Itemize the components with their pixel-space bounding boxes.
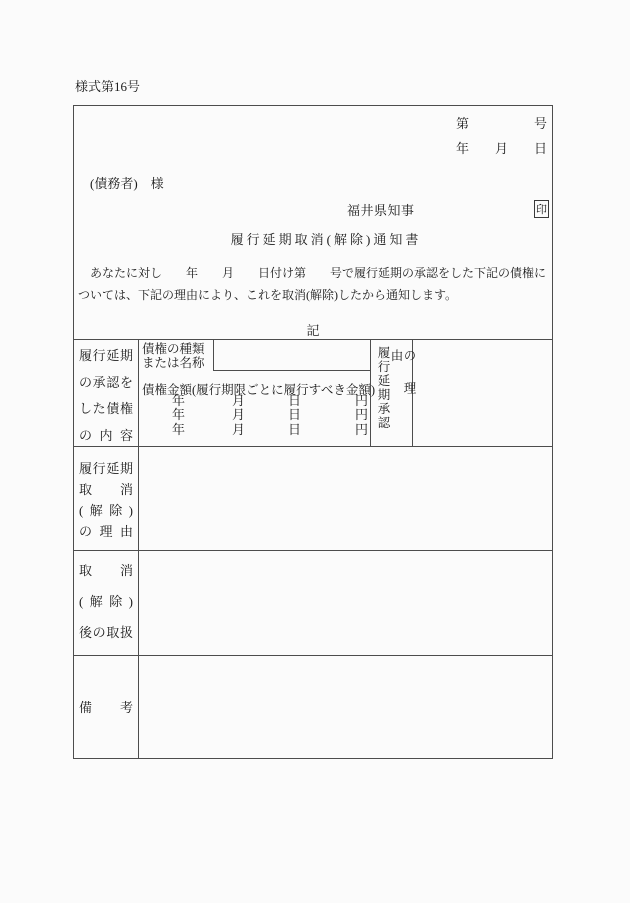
body-paragraph-line1: あなたに対し 年 月 日付け第 号で履行延期の承認をした下記の債権に (78, 266, 547, 280)
issuer-label: 福井県知事 (347, 203, 415, 218)
payment-schedule-line (139, 408, 370, 421)
post-cancel-handling-field (139, 551, 552, 655)
notice-form-box (73, 105, 553, 759)
table-row-remarks (74, 655, 552, 758)
yen-label: 円 (355, 407, 369, 422)
document-number-block (456, 111, 547, 161)
year-label: 年 (172, 407, 186, 422)
cancel-reason-cell (139, 447, 552, 550)
day-label: 日 (288, 393, 302, 408)
seal-box (534, 200, 549, 218)
document-date-line: 年 月 日 (455, 141, 547, 156)
post-cancel-handling-cell (139, 551, 552, 655)
table-row-cancel-reason (74, 446, 552, 550)
year-label: 年 (172, 393, 186, 408)
approval-reason-header-col2: の理由 (389, 349, 416, 414)
seal-label: 印 (536, 204, 547, 216)
claim-type-label-line1: 債権の種類 (142, 342, 205, 356)
claim-name-field (213, 340, 370, 371)
row-header-line: 取消 (79, 482, 133, 497)
cancel-reason-field (139, 447, 552, 550)
table-row-approved-claim (74, 340, 552, 446)
ki-heading: 記 (306, 323, 320, 338)
yen-label: 円 (355, 422, 369, 437)
payment-schedule-line (139, 394, 370, 407)
claim-type-label-line2: または名称 (142, 356, 205, 370)
details-table (74, 339, 552, 758)
row-header-line: した債権 (79, 401, 133, 417)
row-header-post-cancel-handling (74, 551, 139, 655)
row-header-line: (解除) (79, 503, 133, 518)
body-paragraph-line2: ついては、下記の理由により、これを取消(解除)したから通知します。 (78, 288, 458, 302)
row-header-line: 履行延期 (79, 461, 133, 476)
approval-reason-vertical-header (370, 340, 416, 446)
row-header-line: (解除) (79, 594, 133, 609)
addressee-label: (債務者) 様 (90, 176, 164, 191)
day-label: 日 (288, 407, 302, 422)
month-label: 月 (232, 422, 246, 437)
table-row-post-cancel-handling (74, 550, 552, 655)
month-label: 月 (232, 393, 246, 408)
year-label: 年 (172, 422, 186, 437)
claim-amount-label: 債権金額(履行期限ごとに履行すべき金額) (142, 383, 376, 397)
claim-type-label (139, 340, 213, 371)
row-header-cancel-reason (74, 447, 139, 550)
yen-label: 円 (355, 393, 369, 408)
approved-claim-cell (139, 340, 552, 446)
row-header-approved-claim (74, 340, 139, 446)
body-paragraph (78, 262, 549, 306)
row-header-remarks (74, 656, 139, 758)
row-header-line: 備考 (79, 699, 133, 715)
remarks-cell (139, 656, 552, 758)
row-header-line: の承認を (79, 374, 133, 390)
row-header-line: 履行延期 (79, 348, 133, 363)
row-header-line: の内容 (79, 427, 133, 443)
approval-reason-header-col1: 履行延期承認 (376, 346, 390, 430)
document-number-line: 第 号 (455, 116, 547, 131)
remarks-field (139, 656, 552, 758)
document-title: 履行延期取消(解除)通知書 (230, 232, 422, 247)
row-header-line: の理由 (79, 524, 133, 539)
month-label: 月 (232, 407, 246, 422)
day-label: 日 (288, 422, 302, 437)
form-number-label: 様式第16号 (75, 79, 141, 94)
payment-schedule-line (139, 423, 370, 436)
row-header-line: 取消 (79, 563, 133, 578)
row-header-line: 後の取扱 (79, 625, 133, 640)
